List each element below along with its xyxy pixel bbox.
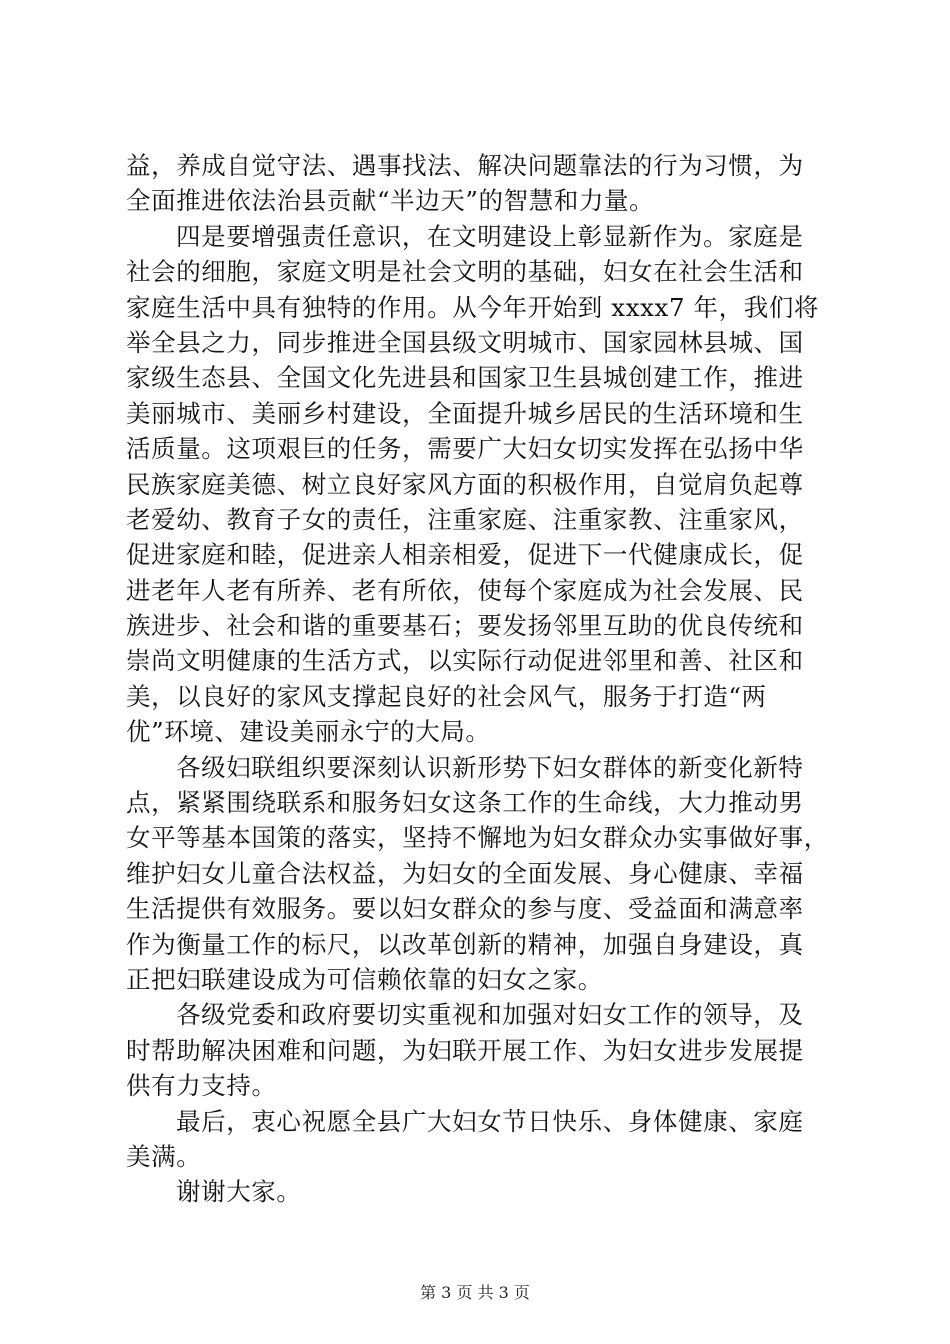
text-line: 全面推进依法治县贡献“半边天”的智慧和力量。 — [126, 186, 655, 216]
text-line: 生活提供有效服务。要以妇女群众的参与度、受益面和满意率 — [126, 894, 804, 924]
text-line: 正把妇联建设成为可信赖依靠的妇女之家。 — [126, 964, 603, 994]
text-line: 各级党委和政府要切实重视和加强对妇女工作的领导，及 — [176, 1000, 804, 1030]
page-footer: 第 3 页 共 3 页 — [420, 1283, 530, 1302]
text-line: 益，养成自觉守法、遇事找法、解决问题靠法的行为习惯，为 — [126, 151, 804, 180]
text-line: 四是要增强责任意识，在文明建设上彰显新作为。家庭是 — [176, 221, 804, 251]
text-line: 优”环境、建设美丽永宁的大局。 — [126, 717, 491, 747]
text-line: 维护妇女儿童合法权益，为妇女的全面发展、身心健康、幸福 — [126, 858, 804, 888]
text-line: 进老年人老有所养、老有所依，使每个家庭成为社会发展、民 — [126, 575, 804, 605]
text-line: 族进步、社会和谐的重要基石；要发扬邻里互助的优良传统和 — [126, 611, 804, 641]
text-line: 点，紧紧围绕联系和服务妇女这条工作的生命线，大力推动男 — [126, 788, 804, 818]
text-line: 美满。 — [126, 1141, 202, 1171]
text-line: 社会的细胞，家庭文明是社会文明的基础，妇女在社会生活和 — [126, 257, 804, 287]
text-line: 老爱幼、教育子女的责任，注重家庭、注重家教、注重家风， — [126, 504, 804, 534]
text-line: 美，以良好的家风支撑起良好的社会风气，服务于打造“两 — [126, 681, 767, 711]
body-text — [126, 148, 829, 1210]
text-line: 最后，衷心祝愿全县广大妇女节日快乐、身体健康、家庭 — [176, 1106, 804, 1136]
text-line: 崇尚文明健康的生活方式，以实际行动促进邻里和善、社区和 — [126, 646, 804, 676]
text-line: 时帮助解决困难和问题，为妇联开展工作、为妇女进步发展提 — [126, 1035, 804, 1065]
text-line: 女平等基本国策的落实，坚持不懈地为妇女群众办实事做好事， — [126, 823, 829, 853]
text-line: 作为衡量工作的标尺，以改革创新的精神，加强自身建设，真 — [126, 929, 804, 959]
text-line: 供有力支持。 — [126, 1071, 277, 1101]
text-line: 谢谢大家。 — [176, 1177, 302, 1207]
text-line: 举全县之力，同步推进全国县级文明城市、国家园林县城、国 — [126, 327, 804, 357]
text-line: 民族家庭美德、树立良好家风方面的积极作用，自觉肩负起尊 — [126, 469, 804, 499]
text-line: 家庭生活中具有独特的作用。从今年开始到 xxxx7 年，我们将 — [126, 292, 820, 322]
text-line: 促进家庭和睦，促进亲人相亲相爱，促进下一代健康成长，促 — [126, 540, 804, 570]
text-line: 美丽城市、美丽乡村建设，全面提升城乡居民的生活环境和生 — [126, 398, 804, 428]
text-line: 家级生态县、全国文化先进县和国家卫生县城创建工作，推进 — [126, 363, 804, 393]
text-line: 各级妇联组织要深刻认识新形势下妇女群体的新变化新特 — [176, 752, 804, 782]
text-line: 活质量。这项艰巨的任务，需要广大妇女切实发挥在弘扬中华 — [126, 434, 804, 464]
